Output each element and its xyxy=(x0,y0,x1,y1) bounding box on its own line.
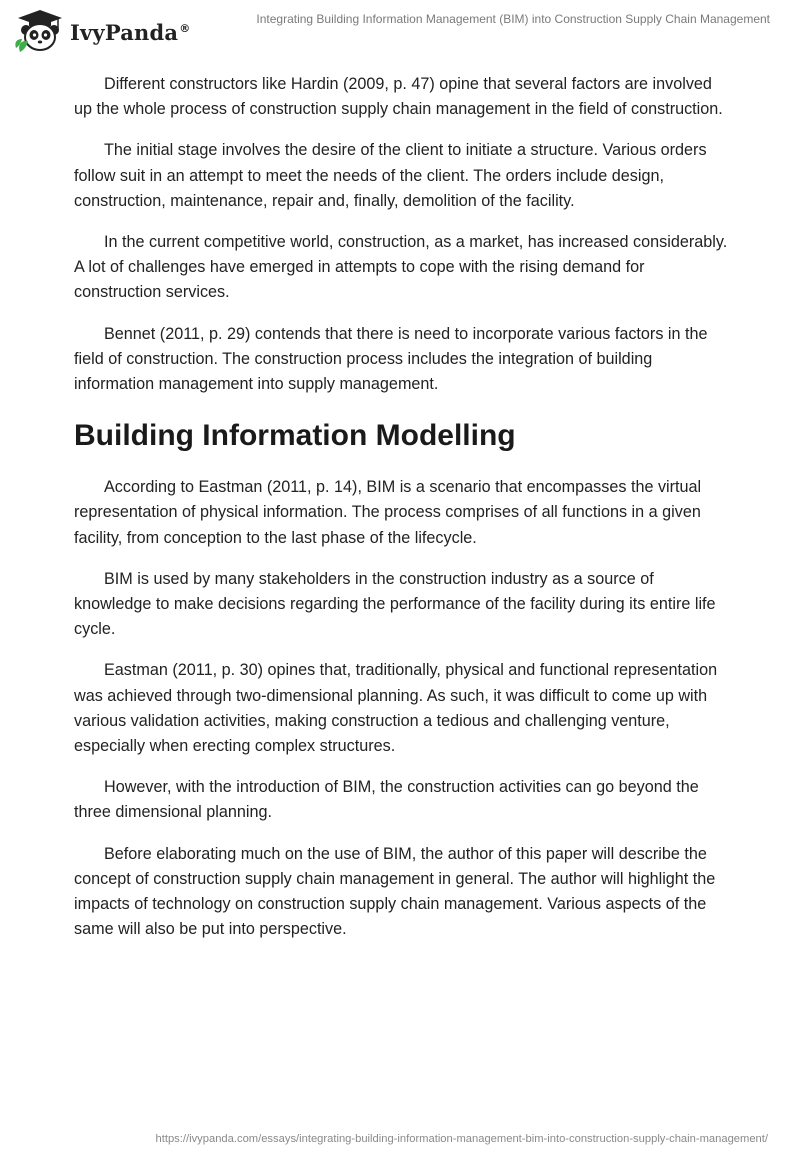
page-header xyxy=(0,0,800,60)
paragraph: The initial stage involves the desire of the client to initiate a structure. Various orders follow suit in an attempt to meet the needs of the client. The orders include design, construction, maintenance, repair and, finally, demolition of the facility. xyxy=(74,141,707,210)
paragraph: Bennet (2011, p. 29) contends that there is need to incorporate various factors in the field of construction. The construction process includes the integration of building information management into supply management. xyxy=(74,324,708,394)
source-url[interactable]: https://ivypanda.com/essays/integrating-building-information-management-bim-into-construction-supply-chain-management/ xyxy=(155,1133,768,1145)
panda-graduate-icon xyxy=(14,8,66,52)
essay-content xyxy=(74,72,730,958)
paragraph: According to Eastman (2011, p. 14), BIM is a scenario that encompasses the virtual representation of physical information. The process comprises of all functions in a given facility, from conception to the last phase of the lifecycle. xyxy=(74,478,702,547)
document-title: Integrating Building Information Management (BIM) into Construction Supply Chain Management xyxy=(256,12,770,26)
registered-mark: ® xyxy=(179,21,191,35)
paragraph: However, with the introduction of BIM, the construction activities can go beyond the three dimensional planning. xyxy=(74,778,699,822)
ivypanda-logo[interactable] xyxy=(14,8,190,52)
paragraph: Different constructors like Hardin (2009, p. 47) opine that several factors are involved up the whole process of construction supply chain management in the field of construction. xyxy=(74,75,723,119)
paragraph: In the current competitive world, construction, as a market, has increased considerably. A lot of challenges have emerged in attempts to cope with the rising demand for construction services. xyxy=(74,233,728,302)
paragraph: BIM is used by many stakeholders in the construction industry as a source of knowledge to make decisions regarding the performance of the facility during its entire life cycle. xyxy=(74,569,716,639)
paragraph: Eastman (2011, p. 30) opines that, traditionally, physical and functional representation was achieved through two-dimensional planning. As such, it was difficult to come up with various validation activities, making construction a tedious and challenging venture, especially when erecting complex structures. xyxy=(74,661,718,756)
paragraph: Before elaborating much on the use of BIM, the author of this paper will describe the concept of construction supply chain management in general. The author will highlight the impacts of technology on construction supply chain management. Various aspects of the same will also be put into perspective. xyxy=(74,844,716,939)
brand-name: IvyPanda® xyxy=(70,19,191,45)
section-heading: Building Information Modelling xyxy=(74,419,516,453)
